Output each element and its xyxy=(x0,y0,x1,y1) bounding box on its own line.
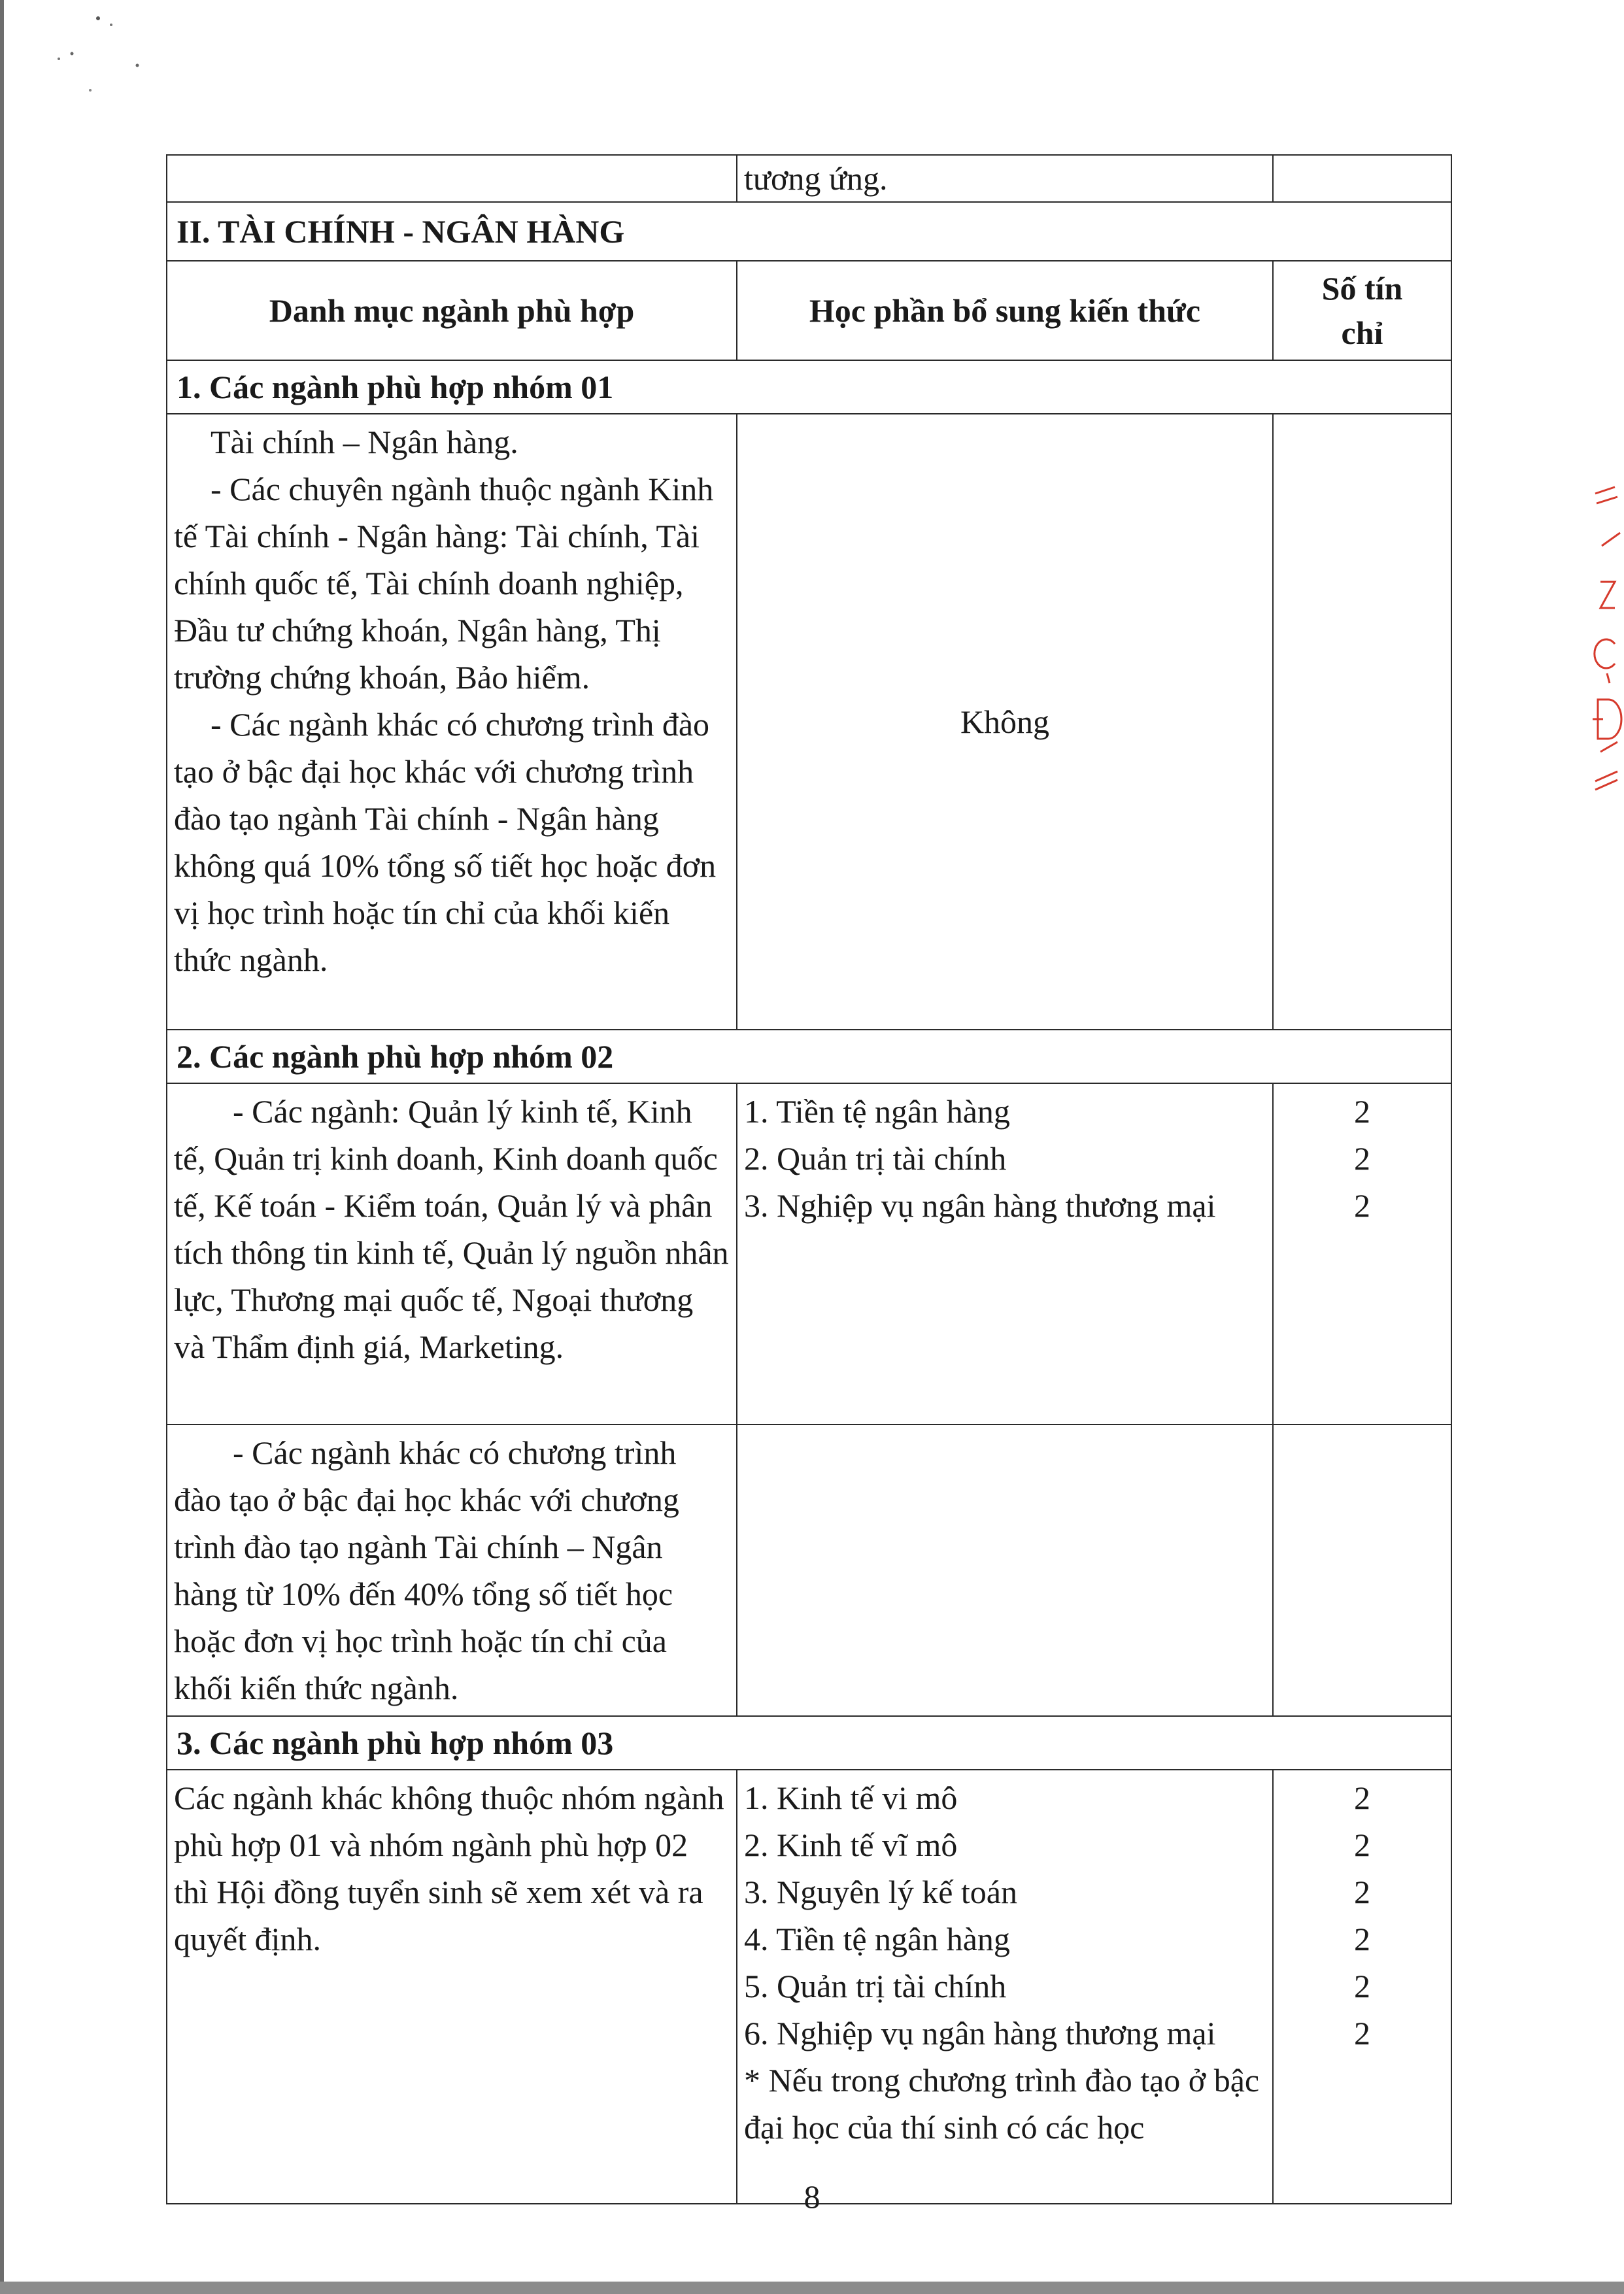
credit-value: 2 xyxy=(1354,1827,1370,1863)
group-title-row xyxy=(167,360,1451,414)
credit-value: 2 xyxy=(1354,1093,1370,1130)
group3-title: 3. Các ngành phù hợp nhóm 03 xyxy=(167,1716,1451,1770)
group1-majors xyxy=(167,414,737,1030)
header-courses: Học phần bổ sung kiến thức xyxy=(737,261,1273,360)
course-item: 1. Tiền tệ ngân hàng xyxy=(744,1093,1010,1130)
group2-row1-majors-text: - Các ngành: Quản lý kinh tế, Kinh tế, Quản trị kinh doanh, Kinh doanh quốc tế, Kế toán - Kiểm toán, Quản lý và phân tích thông tin kinh tế, Quản lý nguồn nhân lực, Thương mại quốc tế, Ngoại thương và Thẩm định giá, Marketing. xyxy=(174,1093,729,1365)
empty-cell xyxy=(1273,1425,1451,1716)
credit-value: 2 xyxy=(1354,1140,1370,1177)
group1-major-1: Tài chính – Ngân hàng. xyxy=(211,424,518,460)
table-row xyxy=(167,1083,1451,1425)
header-credits xyxy=(1273,261,1451,360)
group2-row1-majors xyxy=(167,1083,737,1425)
group1-courses: Không xyxy=(737,414,1273,1030)
credit-value: 2 xyxy=(1354,1968,1370,2004)
header-majors: Danh mục ngành phù hợp xyxy=(167,261,737,360)
scan-specks xyxy=(39,13,157,118)
course-item: 4. Tiền tệ ngân hàng xyxy=(744,1921,1010,1957)
scan-left-edge xyxy=(0,0,4,2294)
header-credits-line2: chỉ xyxy=(1341,314,1383,351)
empty-cell xyxy=(167,155,737,202)
group-title-row xyxy=(167,1716,1451,1770)
red-stamp-fragment xyxy=(1589,484,1624,798)
credit-value: 2 xyxy=(1354,1921,1370,1957)
group1-major-3: - Các ngành khác có chương trình đào tạo ở bậc đại học khác với chương trình đào tạo ngành Tài chính - Ngân hàng không quá 10% tổng số tiết học hoặc đơn vị học trình hoặc tín chỉ của khối kiến thức ngành. xyxy=(174,706,717,978)
group2-row1-credits xyxy=(1273,1083,1451,1425)
course-item: 2. Quản trị tài chính xyxy=(744,1140,1007,1177)
table-row xyxy=(167,414,1451,1030)
group3-majors xyxy=(167,1770,737,2204)
credit-value: 2 xyxy=(1354,1780,1370,1816)
table-row xyxy=(167,155,1451,202)
group3-courses xyxy=(737,1770,1273,2204)
group3-majors-text: Các ngành khác không thuộc nhóm ngành phù hợp 01 và nhóm ngành phù hợp 02 thì Hội đồng tuyển sinh sẽ xem xét và ra quyết định. xyxy=(174,1780,724,1957)
table-row xyxy=(167,1425,1451,1716)
group2-title: 2. Các ngành phù hợp nhóm 02 xyxy=(167,1030,1451,1083)
table-row xyxy=(167,1770,1451,2204)
section-title: II. TÀI CHÍNH - NGÂN HÀNG xyxy=(167,202,1451,261)
scan-bottom-edge xyxy=(0,2282,1624,2294)
course-item: 3. Nguyên lý kế toán xyxy=(744,1874,1017,1910)
group-title-row xyxy=(167,1030,1451,1083)
group3-credits xyxy=(1273,1770,1451,2204)
credit-value: 2 xyxy=(1354,1874,1370,1910)
header-credits-line1: Số tín xyxy=(1321,270,1403,307)
course-item: 2. Kinh tế vĩ mô xyxy=(744,1827,958,1863)
course-item: 1. Kinh tế vi mô xyxy=(744,1780,958,1816)
table-row xyxy=(167,202,1451,261)
credit-value: 2 xyxy=(1354,1187,1370,1224)
empty-cell xyxy=(1273,155,1451,202)
group1-title: 1. Các ngành phù hợp nhóm 01 xyxy=(167,360,1451,414)
course-item: 5. Quản trị tài chính xyxy=(744,1968,1007,2004)
group1-credits xyxy=(1273,414,1451,1030)
credit-value: 2 xyxy=(1354,2015,1370,2051)
admission-majors-table xyxy=(166,154,1452,2204)
course-note: * Nếu trong chương trình đào tạo ở bậc đại học của thí sinh có các học xyxy=(744,2062,1260,2146)
page-number: 8 xyxy=(804,2178,820,2215)
header-row xyxy=(167,261,1451,360)
course-item: 3. Nghiệp vụ ngân hàng thương mại xyxy=(744,1187,1216,1224)
group2-row1-courses xyxy=(737,1083,1273,1425)
group2-row2-majors xyxy=(167,1425,737,1716)
carry-over-text: tương ứng. xyxy=(737,155,1273,202)
group2-row2-majors-text: - Các ngành khác có chương trình đào tạo ở bậc đại học khác với chương trình đào tạo ngành Tài chính – Ngân hàng từ 10% đến 40% tổng số tiết học hoặc đơn vị học trình hoặc tín chỉ của khối kiến thức ngành. xyxy=(174,1434,679,1706)
empty-cell xyxy=(737,1425,1273,1716)
group1-major-2: - Các chuyên ngành thuộc ngành Kinh tế Tài chính - Ngân hàng: Tài chính, Tài chính quốc tế, Tài chính doanh nghiệp, Đầu tư chứng khoán, Ngân hàng, Thị trường chứng khoán, Bảo hiểm. xyxy=(174,471,714,696)
course-item: 6. Nghiệp vụ ngân hàng thương mại xyxy=(744,2015,1216,2051)
